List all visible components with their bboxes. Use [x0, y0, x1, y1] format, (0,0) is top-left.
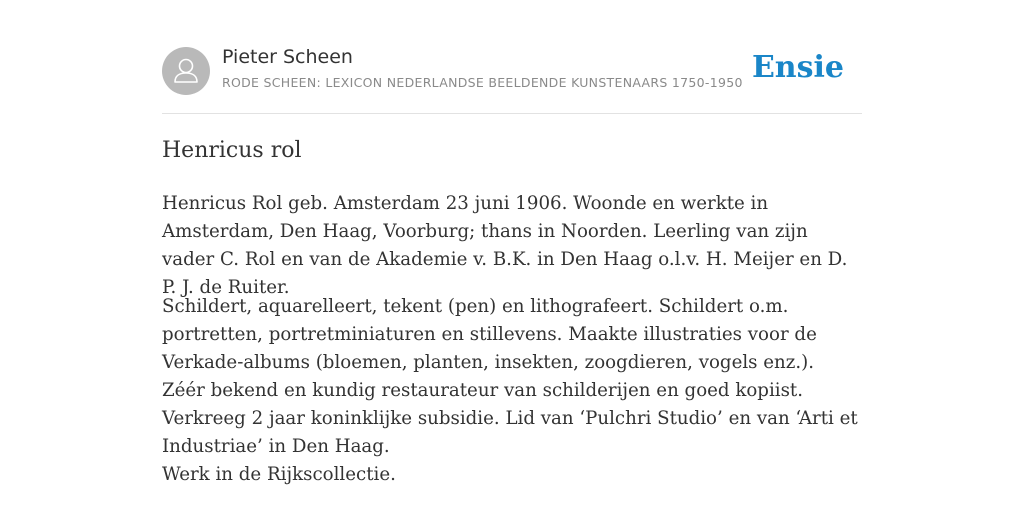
header-divider: [162, 113, 862, 114]
article-paragraph: Schildert, aquarelleert, tekent (pen) en lithografeert. Schildert o.m. portretten, portretminiaturen en stillevens. Maakte illustraties voor de Verkade-albums (bloemen, planten, insekten, zoogdieren, vogels enz.). Zéér bekend en kundig restaurateur van schilderijen en goed kopiist. Verkreeg 2 jaar koninklijke subsidie. Lid van ‘Pulchri Studio’ en van ‘Arti et Industriae’ in Den Haag.: [162, 296, 858, 457]
author-name-link[interactable]: Pieter Scheen: [222, 46, 353, 68]
user-silhouette-icon: [162, 47, 210, 95]
article-paragraph: Henricus Rol geb. Amsterdam 23 juni 1906. Woonde en werkte in Amsterdam, Den Haag, Voorburg; thans in Noorden. Leerling van zijn vader C. Rol en van de Akademie v. B.K. in Den Haag o.l.v. H. Meijer en D. P. J. de Ruiter.: [162, 193, 848, 298]
article-title: Henricus rol: [162, 138, 302, 163]
brand-logo[interactable]: Ensie: [751, 50, 844, 85]
source-name-link[interactable]: RODE SCHEEN: LEXICON NEDERLANDSE BEELDENDE KUNSTENAARS 1750-1950: [222, 75, 743, 90]
article-paragraph: Werk in de Rijkscollectie.: [162, 464, 396, 485]
author-header: [162, 46, 862, 96]
author-avatar[interactable]: [162, 47, 210, 95]
